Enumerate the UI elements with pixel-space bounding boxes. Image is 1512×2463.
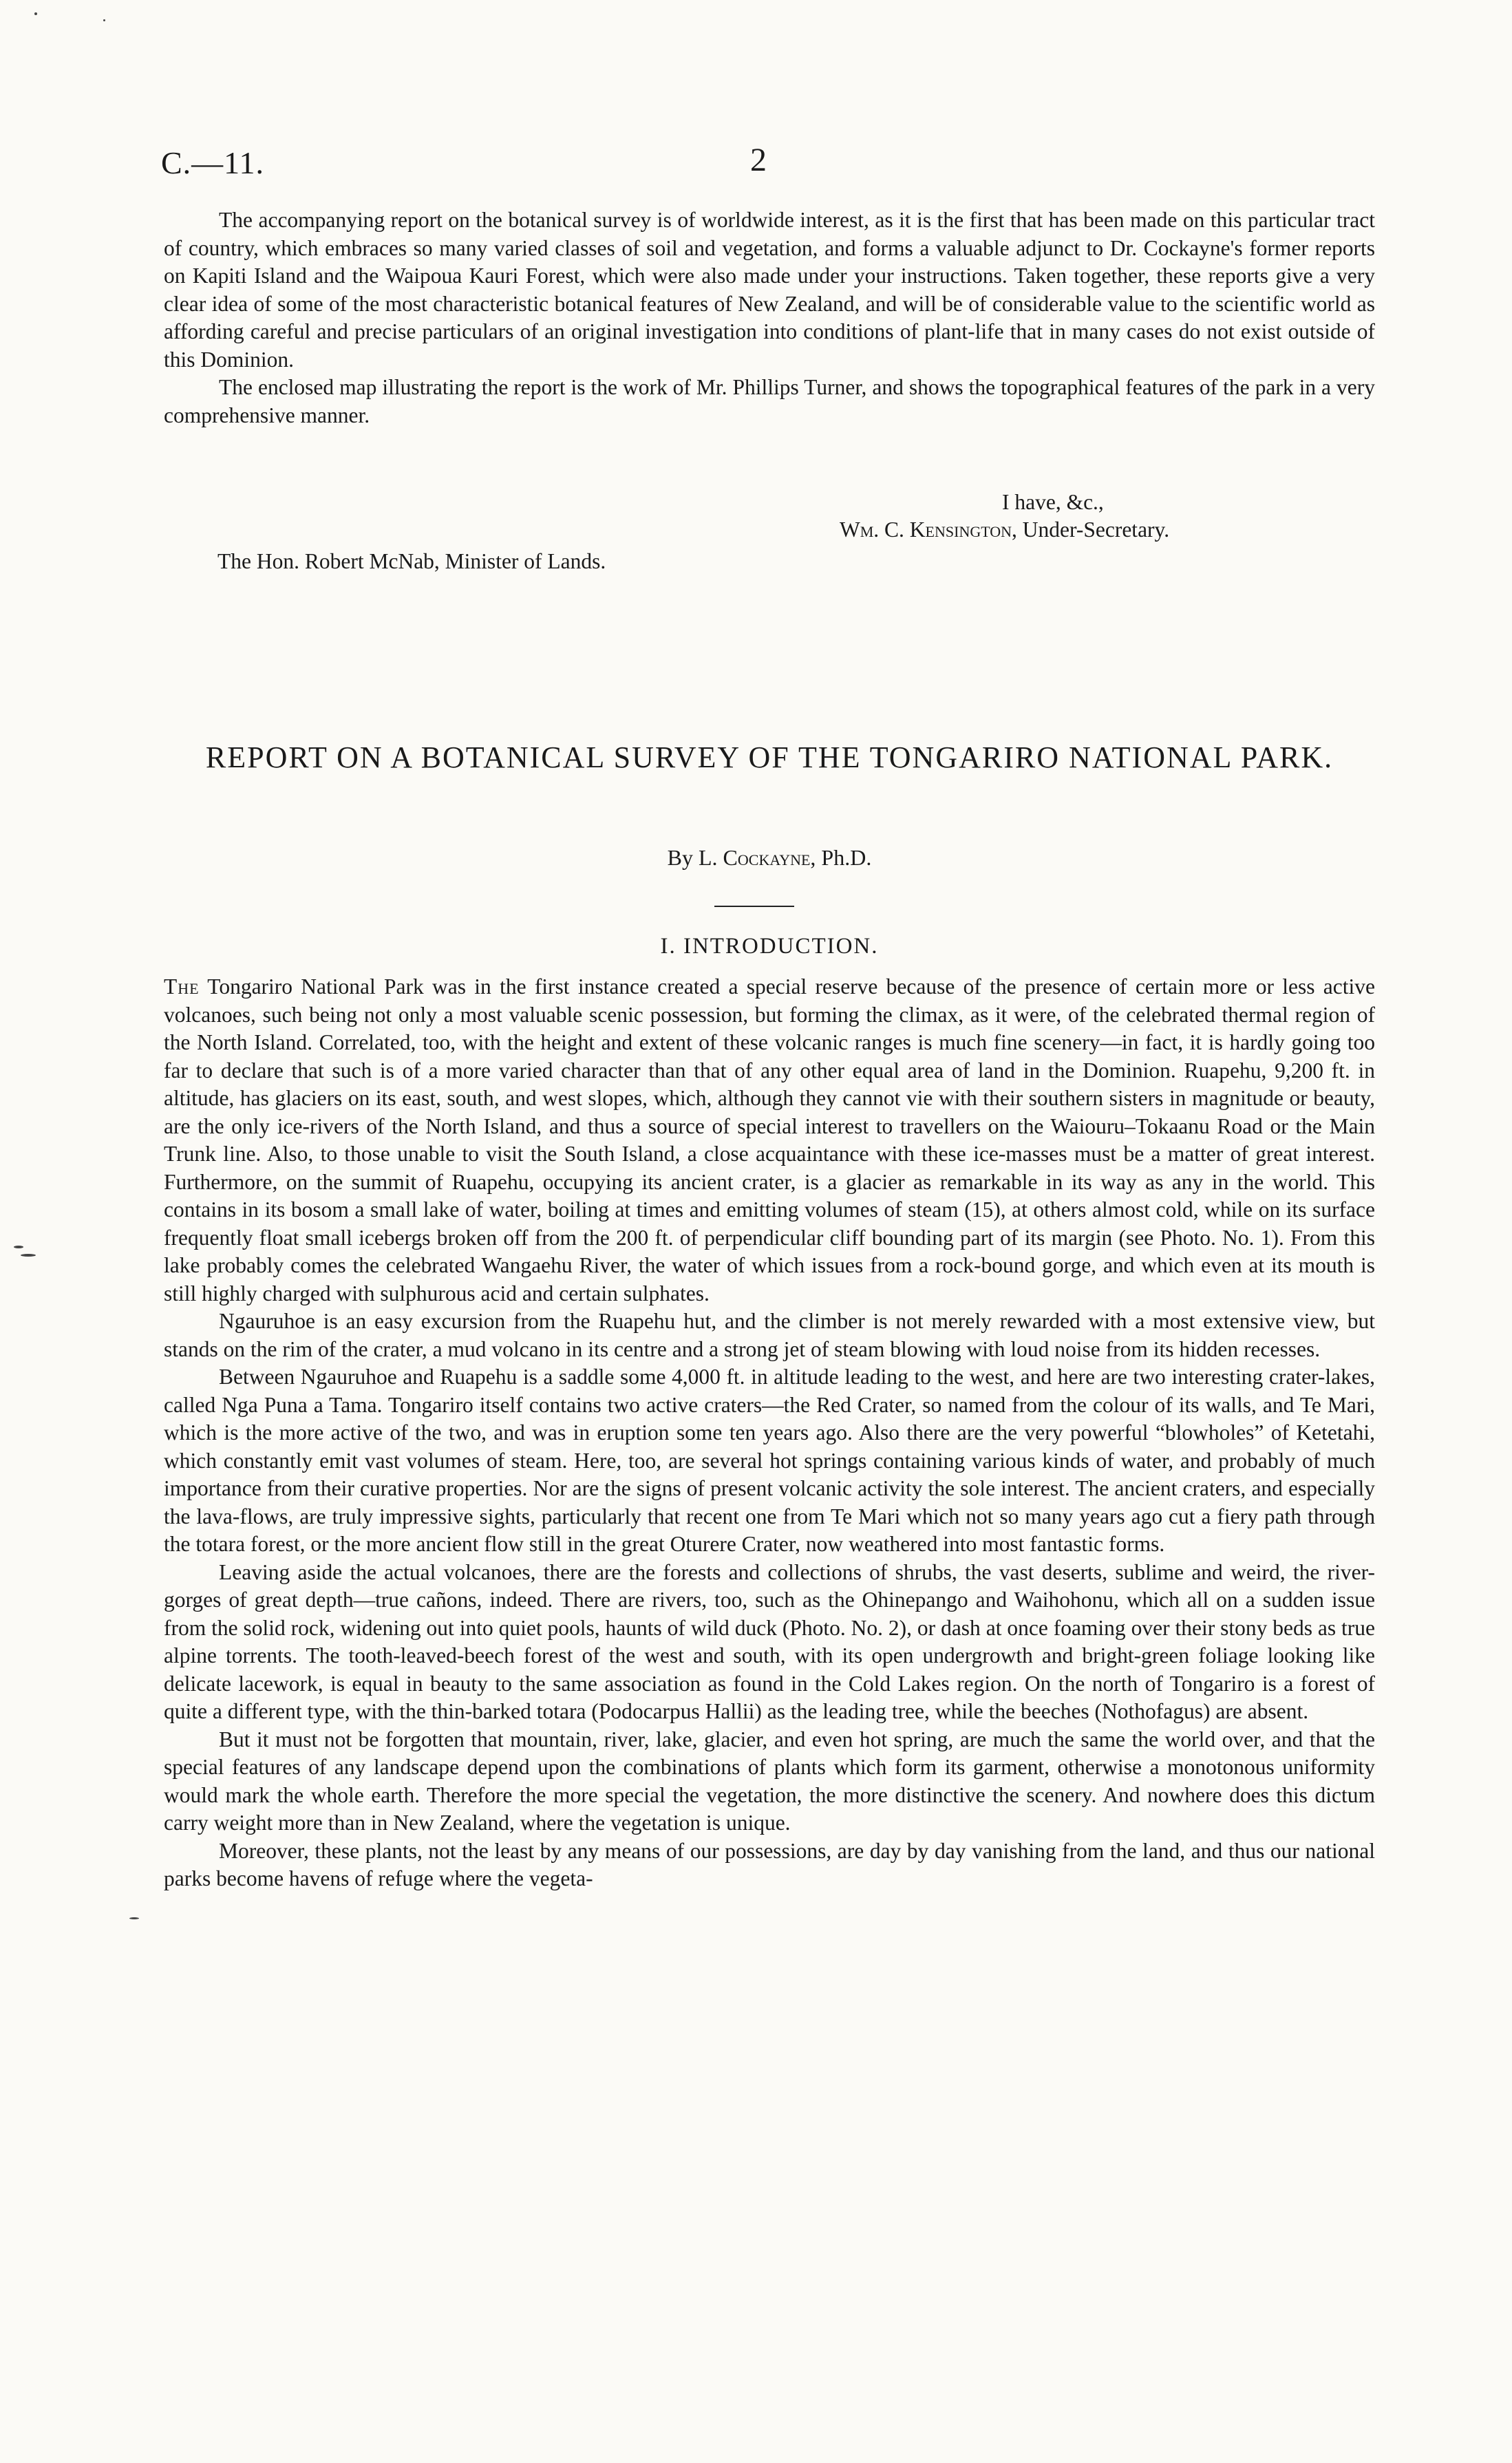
cover-letter bbox=[164, 206, 1375, 429]
intro-paragraph-2: Ngauruhoe is an easy excursion from the Ruapehu hut, and the climber is not merely rewarded with a most extensive view, but stands on the rim of the crater, a mud volcano in its centre and a strong jet of steam blowing with loud noise from its hidden recesses. bbox=[164, 1309, 1375, 1361]
report-byline bbox=[164, 845, 1375, 871]
scan-mark bbox=[103, 19, 105, 21]
section-heading: I. INTRODUCTION. bbox=[660, 934, 879, 959]
author-name: L. Cockayne, bbox=[699, 845, 816, 870]
title-divider bbox=[714, 906, 794, 907]
introduction-body bbox=[164, 973, 1375, 1893]
report-title: REPORT ON A BOTANICAL SURVEY OF THE TONGARIRO NATIONAL PARK. bbox=[205, 740, 1334, 774]
letter-paragraph-2: The enclosed map illustrating the report is the work of Mr. Phillips Turner, and shows the topographical features of the park in a very comprehensive manner. bbox=[164, 375, 1375, 427]
page-number: 2 bbox=[750, 142, 767, 178]
intro-paragraph-4: Leaving aside the actual volcanoes, there are the forests and collections of shrubs, the vast deserts, sublime and weird, the river-gorges of great depth—true cañons, indeed. There are rivers, too, such as the Ohinepango and Waihohonu, which all on a sudden issue from the solid rock, widening out into quiet pools, haunts of wild duck (Photo. No. 2), or dash at once foaming over their stony beds as true alpine torrents. The tooth-leaved-beech forest of the west and south, with its open undergrowth and bright-green foliage looking like delicate lacework, is equal in beauty to the same association as found in the Cold Lakes region. On the north of Tongariro is a forest of quite a different type, with the thin-barked totara (Podocarpus Hallii) as the leading tree, while the beeches (Nothofagus) are absent. bbox=[164, 1559, 1375, 1723]
intro-paragraph-6: Moreover, these plants, not the least by any means of our possessions, are day by day vanishing from the land, and thus our national parks become havens of refuge where the vegeta- bbox=[164, 1838, 1375, 1890]
author-degree: Ph.D. bbox=[821, 845, 872, 870]
scan-mark bbox=[14, 1246, 23, 1248]
intro-paragraph-3: Between Ngauruhoe and Ruapehu is a saddle some 4,000 ft. in altitude leading to the west, and here are two interesting crater-lakes, called Nga Puna a Tama. Tongariro itself contains two active craters—the Red Crater, so named from the colour of its walls, and Te Mari, which is the more active of the two, and was in eruption some ten years ago. Also there are the very powerful “blowholes” of Ketetahi, which constantly emit vast volumes of steam. Here, too, are several hot springs containing various kinds of water, and probably of much importance from their curative properties. Nor are the signs of present volcanic activity the sole interest. The ancient craters, and especially the lava-flows, are truly impressive sights, particularly that recent one from Te Mari which not so many years ago cut a fiery path through the totara forest, or the more ancient flow still in the great Oturere Crater, now weathered into most fantastic forms. bbox=[164, 1365, 1375, 1556]
intro-first-word: The bbox=[164, 974, 200, 999]
letter-signature bbox=[840, 518, 1169, 542]
intro-paragraph-1 bbox=[164, 973, 1375, 1308]
letter-recipient: The Hon. Robert McNab, Minister of Lands. bbox=[217, 549, 606, 573]
letter-paragraph-1: The accompanying report on the botanical survey is of worldwide interest, as it is the first that has been made on this particular tract of country, which embraces so many varied classes of soil and vegetation, and forms a valuable adjunct to Dr. Cockayne's former reports on Kapiti Island and the Waipoua Kauri Forest, which were also made under your instructions. Taken together, these reports give a very clear idea of some of the most characteristic botanical features of New Zealand, and will be of considerable value to the scientific world as affording careful and precise particulars of an original investigation into conditions of plant-life that in many cases do not exist outside of this Dominion. bbox=[164, 208, 1375, 372]
scan-mark bbox=[34, 12, 37, 15]
letter-closing: I have, &c., bbox=[1002, 490, 1104, 514]
document-reference-code: C.—11. bbox=[161, 145, 264, 180]
intro-paragraph-5: But it must not be forgotten that mountain, river, lake, glacier, and even hot spring, are much the same the world over, and that the special features of any landscape depend upon the combinations of plants which form its garment, otherwise a monotonous uniformity would mark the whole earth. Therefore the more special the vegetation, the more distinctive the scenery. And nowhere does this dictum carry weight more than in New Zealand, where the vegetation is unique. bbox=[164, 1727, 1375, 1835]
byline-prefix: By bbox=[667, 845, 693, 870]
scan-mark bbox=[129, 1917, 139, 1919]
signatory-title: Under-Secretary. bbox=[1022, 518, 1170, 542]
intro-paragraph-1-text: Tongariro National Park was in the first instance created a special reserve because of the presence of certain more or less active volcanoes, such being not only a most valuable scenic possession, but forming the climax, as it were, of the celebrated thermal region of the North Island. Correlated, too, with the height and extent of these volcanic ranges is much fine scenery—in fact, it is hardly going too far to declare that such is of a more varied character than that of any other equal area of land in the Dominion. Ruapehu, 9,200 ft. in altitude, has glaciers on its east, south, and west slopes, which, although they cannot vie with their southern sisters in magnitude or beauty, are the only ice-rivers of the North Island, and thus a source of special interest to travellers on the Waiouru–Tokaanu Road or the Main Trunk line. Also, to those unable to visit the South Island, a close acquaintance with these ice-masses must be a matter of great interest. Furthermore, on the summit of Ruapehu, occupying its ancient crater, is a glacier as remarkable in its way as any in the world. This contains in its bosom a small lake of water, boiling at times and emitting volumes of steam (15), at others almost cold, while on its surface frequently float small icebergs broken off from the 200 ft. of perpendicular cliff bounding part of its margin (see Photo. No. 1). From this lake probably comes the celebrated Wangaehu River, the water of which issues from a rock-bound gorge, and which even at its mouth is still highly charged with sulphurous acid and certain sulphates. bbox=[164, 974, 1375, 1305]
signatory-name: Wm. C. Kensington, bbox=[840, 518, 1017, 542]
scan-mark bbox=[21, 1254, 36, 1257]
